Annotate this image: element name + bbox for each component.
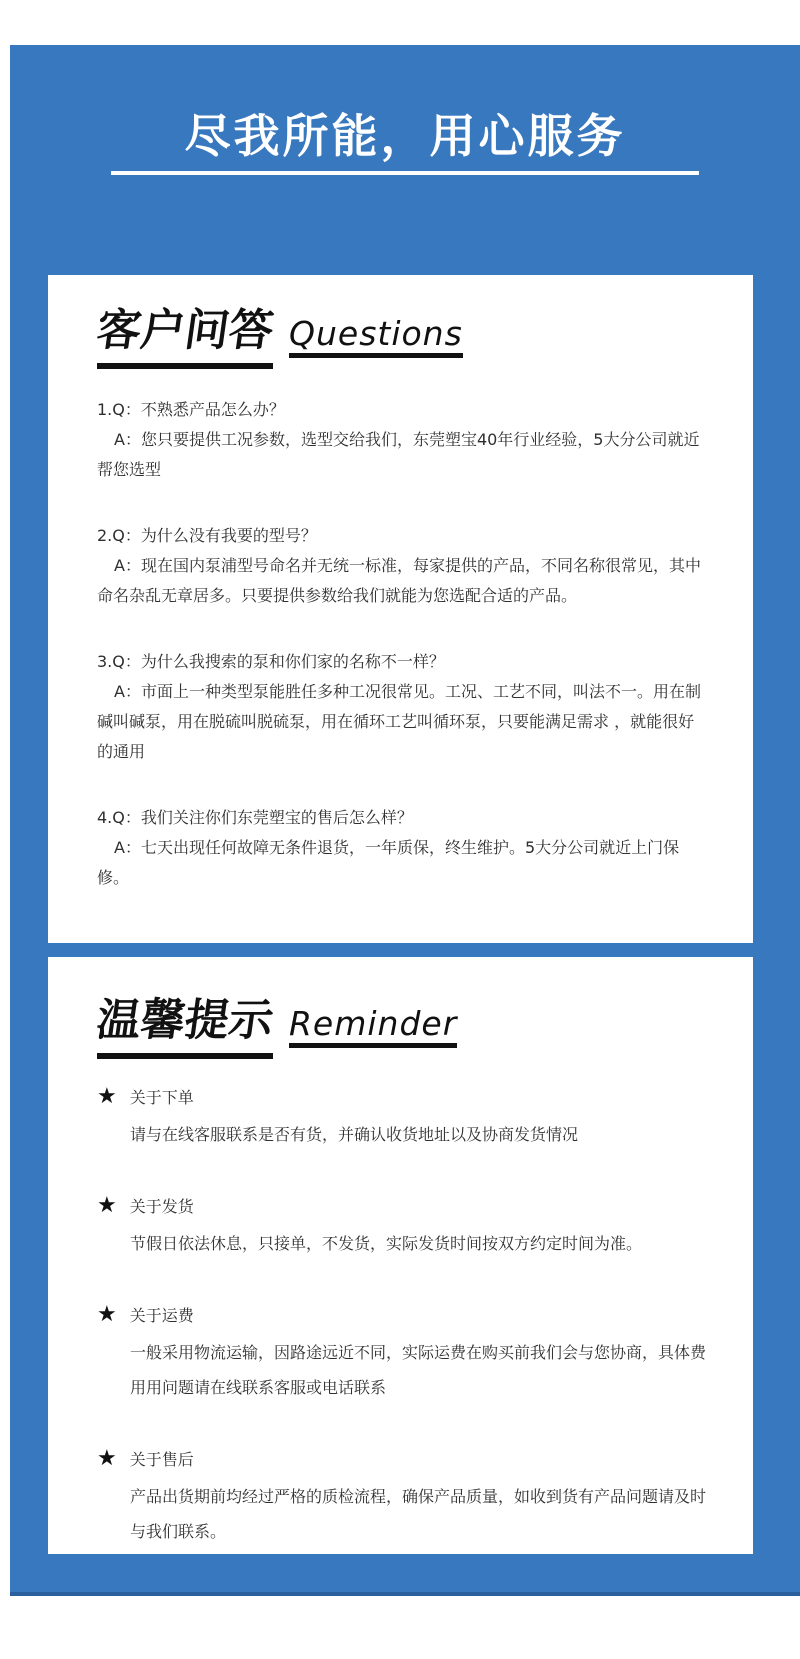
- reminder-item-head: [97, 1303, 708, 1326]
- reminder-card-title: [93, 995, 708, 1059]
- star-icon: ★: [97, 1083, 117, 1109]
- question-text: 4.Q：我们关注你们东莞塑宝的售后怎么样？: [97, 808, 413, 827]
- qa-item: [97, 521, 708, 611]
- reminder-item: [97, 1085, 708, 1152]
- reminder-card: [48, 957, 753, 1554]
- customer-qa-card: [48, 275, 753, 943]
- qa-title-zh-text: 客户问答: [93, 305, 277, 356]
- banner-title: 尽我所能，用心服务: [184, 109, 626, 163]
- reminder-item: [97, 1303, 708, 1405]
- qa-title-en: Questions: [289, 317, 463, 358]
- reminder-item-head: [97, 1447, 708, 1470]
- reminder-item-desc: 产品出货期前均经过严格的质检流程，确保产品质量，如收到货有产品问题请及时与我们联系。: [130, 1487, 707, 1541]
- reminder-item-head: [97, 1194, 708, 1217]
- banner-title-underline: [111, 171, 699, 175]
- reminder-item-label: 关于下单: [129, 1088, 194, 1107]
- reminder-title-zh-text: 温馨提示: [93, 995, 277, 1046]
- answer-text: A：市面上一种类型泵能胜任多种工况很常见。工况、工艺不同，叫法不一。用在制碱叫碱泵，用在脱硫叫脱硫泵，用在循环工艺叫循环泵，只要能满足需求 ，就能很好的通用: [97, 682, 701, 761]
- reminder-item: [97, 1447, 708, 1549]
- question-text: 3.Q：为什么我搜索的泵和你们家的名称不一样？: [97, 652, 445, 671]
- answer-text: A：七天出现任何故障无条件退货，一年质保，终生维护。5大分公司就近上门保修。: [97, 838, 680, 887]
- qa-item: [97, 803, 708, 893]
- reminder-item-label: 关于运费: [129, 1306, 194, 1325]
- qa-card-title: [93, 305, 708, 369]
- reminder-title-zh: [93, 995, 277, 1059]
- service-banner: [10, 45, 800, 1596]
- question-text: 2.Q：为什么没有我要的型号？: [97, 526, 317, 545]
- reminder-item-desc: 节假日依法休息，只接单，不发货，实际发货时间按双方约定时间为准。: [130, 1234, 643, 1253]
- reminder-item-label: 关于发货: [129, 1197, 194, 1216]
- answer-text: A：您只要提供工况参数，选型交给我们，东莞塑宝40年行业经验，5大分公司就近帮您选型: [97, 430, 700, 479]
- banner-bottom-edge: [10, 1592, 800, 1596]
- reminder-title-en: Reminder: [289, 1007, 457, 1048]
- qa-title-zh: [93, 305, 277, 369]
- reminder-item-head: [97, 1085, 708, 1108]
- qa-item: [97, 395, 708, 485]
- star-icon: ★: [97, 1301, 117, 1327]
- reminder-item-label: 关于售后: [129, 1450, 194, 1469]
- qa-item: [97, 647, 708, 767]
- star-icon: ★: [97, 1445, 117, 1471]
- star-icon: ★: [97, 1192, 117, 1218]
- reminder-item-desc: 请与在线客服联系是否有货，并确认收货地址以及协商发货情况: [130, 1125, 579, 1144]
- answer-text: A：现在国内泵浦型号命名并无统一标准，每家提供的产品，不同名称很常见，其中命名杂乱无章居多。只要提供参数给我们就能为您选配合适的产品。: [97, 556, 701, 605]
- reminder-item-desc: 一般采用物流运输，因路途远近不同，实际运费在购买前我们会与您协商，具体费用用问题请在线联系客服或电话联系: [130, 1343, 707, 1397]
- reminder-item: [97, 1194, 708, 1261]
- question-text: 1.Q：不熟悉产品怎么办？: [97, 400, 285, 419]
